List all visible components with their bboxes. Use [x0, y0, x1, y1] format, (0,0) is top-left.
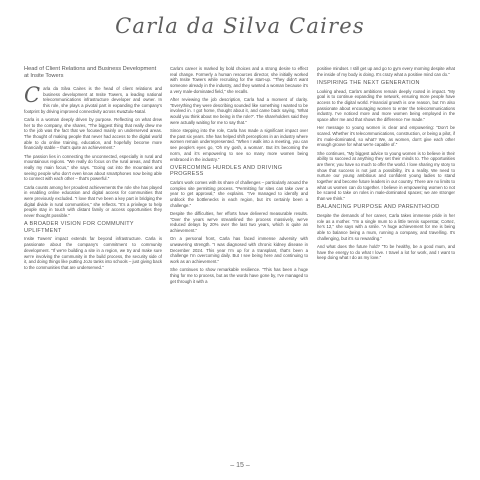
article-title: Carla da Silva Caires: [115, 14, 365, 38]
paragraph: Looking ahead, Carla's ambitions remain deeply rooted in impact. "My goal is to continue expanding the network, ensuring more people have access to the digital world. Financial growth is one reason, but I'm also passionate about encouraging women to enter the telecommunications industry. I've noticed more and more women being employed in the space after me and that shows the difference I've made.": [317, 88, 455, 123]
paragraph: Insite Towers' impact extends far beyond infrastructure. Carla is passionate about the company's commitment to community development. "If we're building a site in a region, we try and make sure we're involving the community in the build process, the security side of it, and doing things like putting JoJo tanks into schools – just giving back to the communities that are underserved.": [24, 236, 162, 270]
column-left: [24, 66, 162, 273]
column-text: [317, 66, 455, 261]
paragraph: Despite the difficulties, her efforts have delivered measurable results. "Over the years we've streamlined the process massively, we've reduced delays by 20% over the last two years, which is quite an achievement.": [170, 210, 308, 234]
paragraph: Her message to young women is clear and empowering: "Don't be scared. Whether it's telecommunications, construction, or being a pilot, if it's male-dominated, so what? We, as women, don't give each other enough groove for what we're capable of.": [317, 125, 455, 148]
column-middle: [170, 66, 308, 287]
drop-cap: C: [24, 82, 41, 107]
column-text: [170, 66, 308, 284]
article-subtitle-role: Head of Client Relations and Business Development at Insite Towers: [24, 66, 157, 80]
paragraph: Despite the demands of her career, Carla takes immense pride in her role as a mother. "I'm a single mum to a little tennis superstar, Cortez, he's 12," she says with a smile. "A huge achievement for me is being able to balance being a mum, running a company, and travelling. It's challenging, but it's so rewarding.": [317, 212, 455, 241]
paragraph: She continues to show remarkable resilience. "This has been a huge thing for me to process, but as the words have gone by, I've managed to get through it with a: [170, 267, 308, 284]
paragraph: She continues, "My biggest advice to young women is to believe in their ability to succeed at anything they set their minds to. The opportunities are there; you have so much to offer the world. I love sharing my story to show that success is not just a possibility, it's a reality. We need to nurture our young ambitious and confident young ladies to stand together and become future leaders in our country. There are no limits to what us women can do together. I believe in empowering women to not be scared to take on roles in male-dominated spaces; we are stronger than we think.": [317, 150, 455, 202]
section-heading: A BROADER VISION FOR COMMUNITY UPLIFTMENT: [24, 221, 134, 234]
paragraph: Since stepping into the role, Carla has made a significant impact over the past six years. She has helped shift perceptions in an industry where women remain underrepresented. "When I walk into a meeting, you can see people's eyes go, 'Oh my gosh, a woman'. But it's becoming the norm, and it's empowering to see so many more women being embraced in the industry.": [170, 128, 308, 162]
paragraph: Carla is a woman deeply driven by purpose. Reflecting on what drew her to the company, she shares, "The biggest thing that really drew me to the job was the fact that we focused mainly on underserved areas. The thought of making people that never had access to the digital world able to do online training, education, and hopefully become more financially stable – that's quite an achievement.": [24, 116, 162, 151]
paragraph: The passion lies in connecting the unconnected, especially in rural and mountainous regions. "We really do focus on the rural areas, and that's really my main focus," she says. "Going out into the mountains and seeing people who don't even know about smartphones now being able to connect with each other – that's powerful.": [24, 153, 162, 182]
column-text: [24, 82, 162, 271]
column-right: [317, 66, 455, 264]
section-heading: OVERCOMING HURDLES AND DRIVING PROGRESS: [170, 164, 283, 178]
paragraph: And what does the future hold? "To be healthy, be a good mum, and have the energy to do what I love. I travel a lot for work, and I want to keep doing what I do as my love.": [317, 243, 455, 261]
page-number: – 15 –: [230, 462, 250, 469]
paragraph: Carla counts among her proudest achievements the role she has played in enabling online education and digital access for communities that were previously excluded. "I love that I've been a key part in bridging the digital divide in rural communities," she reflects. "It's a privilege to help people stay in touch with distant family or access opportunities they never thought possible.": [24, 184, 162, 219]
paragraph: positive mindset. I still get up and go to gym every morning despite what the inside of my body is doing. It's crazy what a positive mind can do.": [317, 66, 455, 77]
paragraph: Carla's career is marked by bold choices and a strong desire to effect real change. Formerly a human resources director, she initially worked with Insite Towers while recruiting for the start-up. "They didn't want someone already in the industry, and they wanted a woman because it's a very male-dominated field," she recalls.: [170, 66, 308, 94]
paragraph: arla da Silva Caires is the head of client relations and business development at Insite Towers, a leading national telecommunications infrastructure developer and owner. In this role, she plays a pivotal part in expanding the company's footprint by driving improved connectivity across KwaZulu-Natal.: [24, 85, 162, 114]
section-heading: INSPIRING THE NEXT GENERATION: [317, 79, 420, 86]
paragraph: On a personal front, Carla has faced immense adversity with unwavering strength. "I was diagnosed with chronic kidney disease in December 2024. This year I'm up for a transplant, that's been a challenge I'm overcoming daily. But I see being here and continuing to work as an achievement.": [170, 236, 308, 265]
paragraph: Carla's work comes with its share of challenges – particularly around the complex site permitting process. "Permitting for sites can take over a year to get approval," she explains. "I've managed to identify and unblock the bottlenecks in each region, but it's certainly been a challenge.": [170, 179, 308, 208]
paragraph: After reviewing the job description, Carla had a moment of clarity. "Everything they were describing sounded like something I wanted to be involved in. I got home, thought about it, and came back saying, 'What would you think about me being in the role?'. The shareholders said they were actually waiting for me to say that.": [170, 97, 308, 125]
section-heading: BALANCING PURPOSE AND PARENTHOOD: [317, 204, 440, 211]
